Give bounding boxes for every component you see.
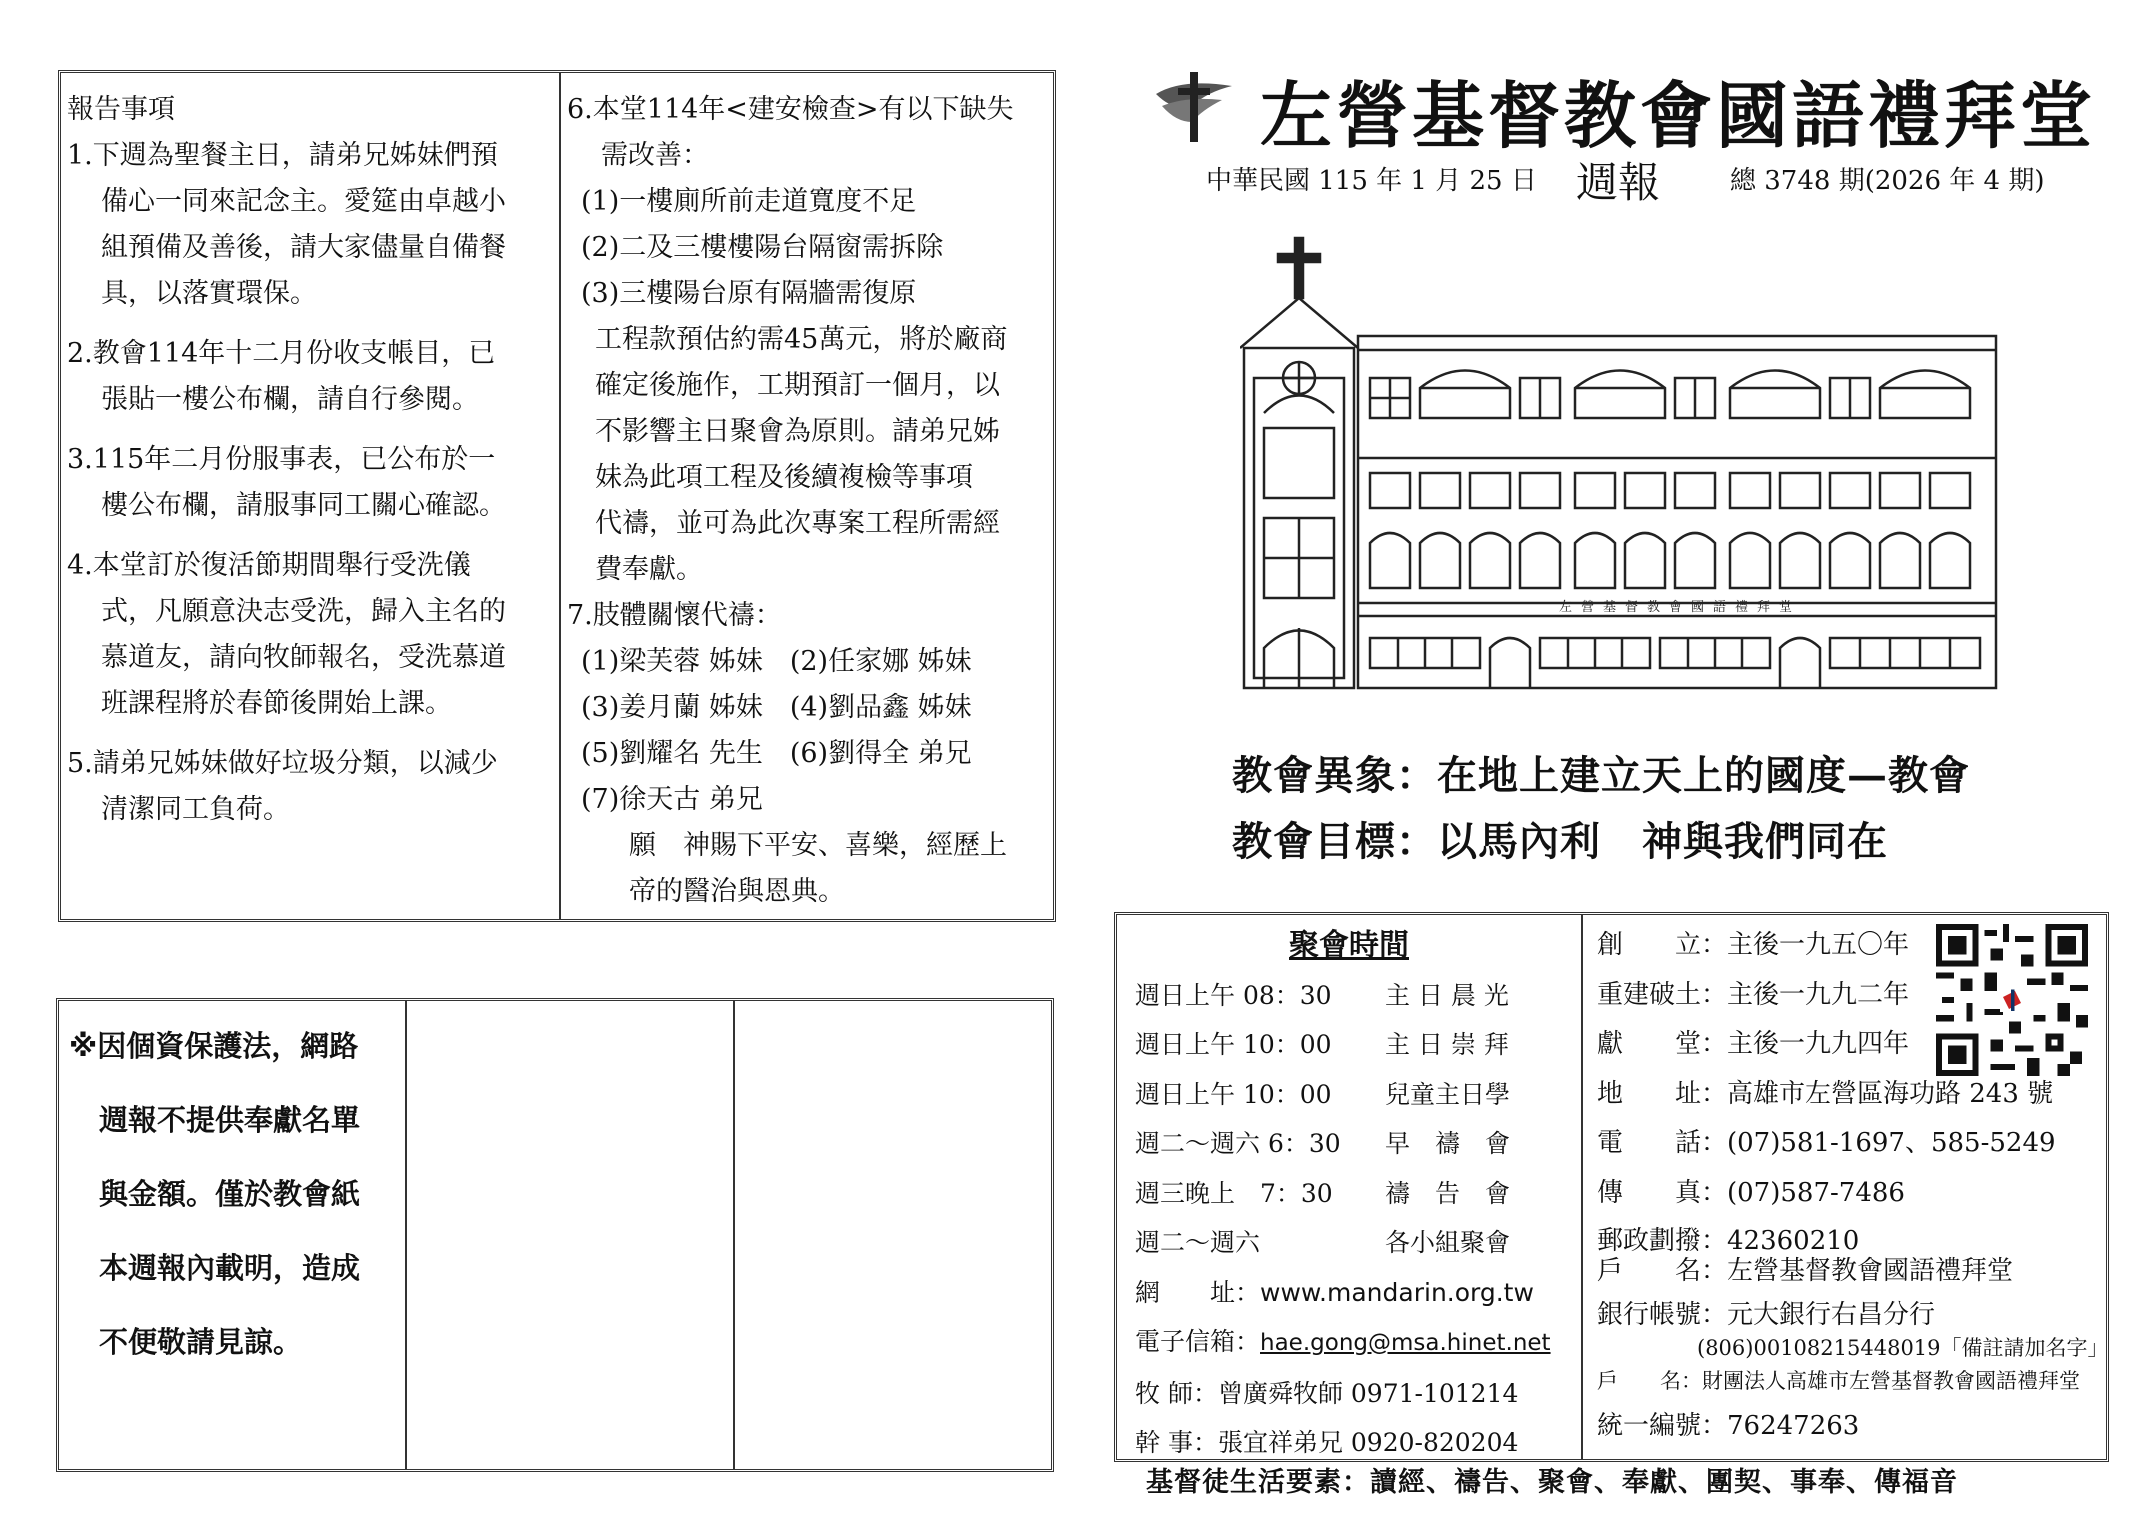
meeting-name: 禱 告 會 [1385,1178,1511,1208]
church-title: 左營基督教會國語禮拜堂 [1260,73,2097,158]
website-link[interactable]: www.mandarin.org.tw [1260,1277,1534,1307]
privacy-note-cell [59,1001,407,1469]
info-postal: 郵政劃撥：42360210 [1597,1226,1860,1256]
staff-contact: 幹 事：張宜祥弟兄 0920-820204 [1135,1428,1519,1457]
info-bank-account: (806)00108215448019「備註請加名字」 [1697,1336,2109,1360]
announcement-5-line-1: 5.請弟兄姊妹做好垃圾分類，以減少 [67,748,498,779]
meeting-row [1135,1070,1581,1120]
announcement-6-line-11: 費奉獻。 [595,554,703,585]
announcement-6-line-6: 工程款預估約需45萬元，將於廠商 [595,324,1008,355]
announcement-1-line-3: 組預備及善後，請大家儘量自備餐 [101,232,506,263]
announcements-col-left [61,73,561,919]
info-bank: 銀行帳號：元大銀行右昌分行 [1597,1300,1936,1330]
announcement-4-line-2: 式，凡願意決志受洗，歸入主名的 [101,596,506,627]
meeting-times-heading: 聚會時間 [1289,928,1409,963]
church-building-illustration [1240,228,2000,698]
bulletin-weekly-label: 週報 [1576,158,1661,207]
christian-life-essentials: 基督徒生活要素：讀經、禱告、聚會、奉獻、團契、事奉、傳福音 [1146,1467,1958,1498]
website-label: 網 址： [1135,1277,1261,1307]
qr-code-icon[interactable] [1936,924,2088,1076]
meeting-name: 主 日 晨 光 [1385,980,1509,1010]
email-link[interactable]: hae.gong@msa.hinet.net [1260,1330,1551,1356]
announcement-4-line-1: 4.本堂訂於復活節期間舉行受洗儀 [67,550,471,581]
meeting-times [1117,915,1583,1459]
announcement-3-line-2: 樓公布欄，請服事同工關心確認。 [101,490,506,521]
church-goal: 教會目標：以馬內利 神與我們同在 [1232,818,1888,865]
offering-box [56,998,1054,1472]
privacy-note-line-1: ※因個資保護法，網路 [69,1029,359,1063]
announcement-1-line-2: 備心一同來記念主。愛筵由卓越小 [101,186,506,217]
announcements-col-right [561,73,1053,919]
meeting-time: 週二～週六 [1135,1228,1261,1257]
meeting-row [1135,1169,1581,1219]
meeting-time: 週日上午 10：00 [1135,1030,1332,1059]
website-row [1135,1268,1581,1318]
info-tax-id: 統一編號：76247263 [1597,1411,1860,1441]
announcement-6-line-3: (1)一樓廁所前走道寬度不足 [581,186,917,217]
announcement-6-line-4: (2)二及三樓樓陽台隔窗需拆除 [581,232,944,263]
info-founded: 創 立：主後一九五〇年 [1597,930,1910,960]
announcement-6-line-8: 不影響主日聚會為原則。請弟兄姊 [595,416,1000,447]
info-rebuild: 重建破土：主後一九九二年 [1597,979,1910,1010]
privacy-note-line-5: 不便敬請見諒。 [99,1325,303,1359]
announcement-1-line-1: 1.下週為聖餐主日，請弟兄姊妹們預 [67,140,498,171]
meeting-row [1135,971,1581,1021]
meeting-time: 週三晚上 7：30 [1135,1178,1333,1208]
privacy-note-line-3: 與金額。僅於教會紙 [99,1177,361,1211]
announcement-5-line-2: 清潔同工負荷。 [101,794,290,825]
meeting-time: 週日上午 10：00 [1135,1079,1332,1109]
announcement-6-line-7: 確定後施作，工期預訂一個月，以 [595,370,1000,401]
meeting-row [1135,1119,1581,1169]
info-address: 地 址：高雄市左營區海功路 243 號 [1597,1078,2054,1109]
info-dedicate: 獻 堂：主後一九九四年 [1597,1029,1910,1059]
announcement-6-line-10: 代禱，並可為此次專案工程所需經 [595,508,1000,539]
meeting-name: 早 禱 會 [1385,1129,1511,1158]
announcement-3-line-1: 3.115年二月份服事表，已公布於一 [67,444,496,475]
info-postal-name: 戶 名：左營基督教會國語禮拜堂 [1597,1256,2014,1286]
announcement-7-line-4: (5)劉耀名 先生 (6)劉得全 弟兄 [581,738,972,769]
announcement-4-line-4: 班課程將於春節後開始上課。 [101,688,452,719]
announcements-box [58,70,1056,922]
announcement-7-line-5: (7)徐天古 弟兄 [581,784,763,815]
pastor-contact: 牧 師：曾廣舜牧師 0971-101214 [1135,1378,1519,1408]
announcement-1-line-4: 具，以落實環保。 [101,278,317,309]
church-logo-icon [1152,66,1242,146]
meeting-row [1135,1020,1581,1070]
bulletin-date: 中華民國 115 年 1 月 25 日 [1206,166,1537,196]
info-bank-account-name: 戶 名：財團法人高雄市左營基督教會國語禮拜堂 [1597,1369,2080,1393]
announcement-2-line-2: 張貼一樓公布欄，請自行參閱。 [101,384,479,415]
meeting-time: 週二～週六 6：30 [1135,1129,1341,1158]
info-fax: 傳 真：(07)587-7486 [1597,1177,1905,1208]
announcements-heading: 報告事項 [67,94,175,125]
announcement-6-line-9: 妹為此項工程及後續複檢等事項 [595,462,973,493]
church-vision: 教會異象：在地上建立天上的國度—教會 [1232,752,1970,799]
announcement-7-line-2: (1)梁芙蓉 姊妹 (2)任家娜 姊妹 [581,646,972,677]
announcement-7-line-7: 帝的醫治與恩典。 [629,876,845,907]
meeting-time: 週日上午 08：30 [1135,980,1332,1010]
announcement-7-line-1: 7.肢體關懷代禱： [567,600,782,631]
announcement-6-line-1: 6.本堂114年<建安檢查>有以下缺失 [567,94,1014,125]
announcement-6-line-5: (3)三樓陽台原有隔牆需復原 [581,278,917,309]
offering-blank-cell-2 [735,1001,1051,1469]
meeting-name: 各小組聚會 [1385,1228,1511,1257]
bulletin-issue: 總 3748 期(2026 年 4 期) [1730,166,2045,196]
announcement-7-line-6: 願 神賜下平安、喜樂，經歷上 [629,830,1007,861]
building-sign-text: 左營基督教會國語禮拜堂 [1558,600,1802,615]
announcement-2-line-1: 2.教會114年十二月份收支帳目，已 [67,338,496,369]
meeting-name: 主 日 崇 拜 [1385,1030,1509,1059]
announcement-7-line-3: (3)姜月蘭 姊妹 (4)劉品鑫 姊妹 [581,692,972,723]
offering-blank-cell-1 [407,1001,735,1469]
meeting-row [1135,1218,1581,1268]
email-row [1135,1317,1581,1369]
info-phone: 電 話：(07)581-1697、585-5249 [1597,1128,2056,1158]
meeting-name: 兒童主日學 [1385,1079,1511,1109]
privacy-note-line-4: 本週報內載明，造成 [99,1251,361,1285]
announcement-6-line-2: 需改善： [601,140,709,171]
announcement-4-line-3: 慕道友，請向牧師報名，受洗慕道 [101,642,506,673]
email-label: 電子信箱： [1135,1327,1261,1356]
privacy-note [59,1001,405,1379]
privacy-note-line-2: 週報不提供奉獻名單 [99,1103,361,1137]
